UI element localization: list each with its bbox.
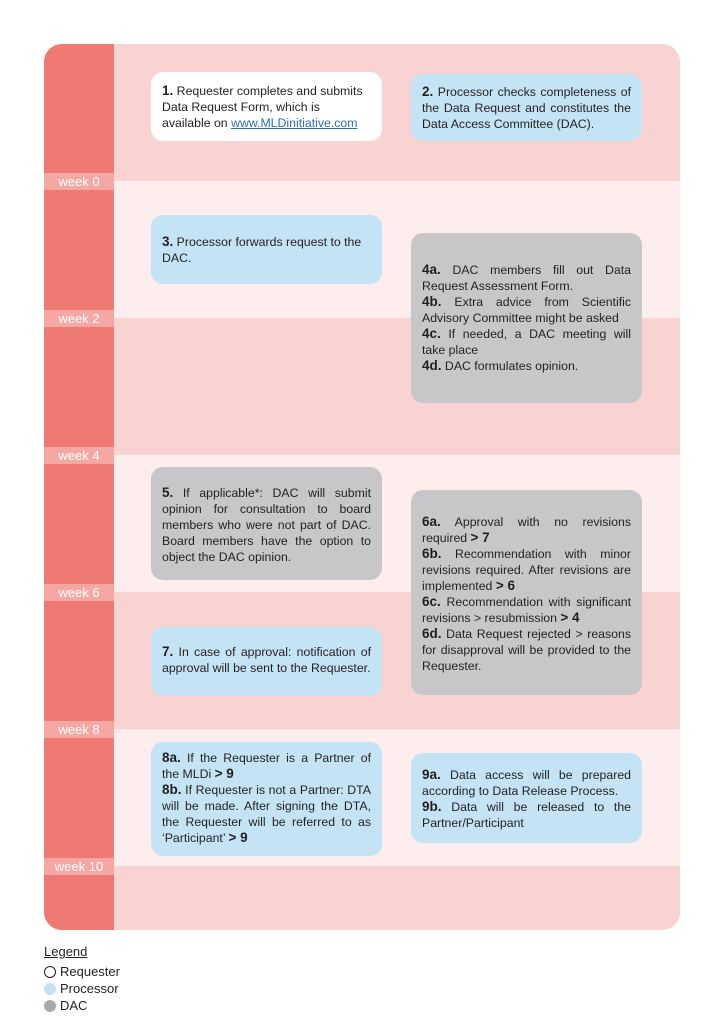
legend-item-processor — [44, 980, 120, 997]
step-label: 5. — [162, 485, 174, 500]
week-sidebar — [44, 44, 114, 930]
step-label: 9b. — [422, 799, 442, 814]
week-label: week 6 — [44, 584, 114, 601]
step-3-box — [151, 215, 382, 284]
step-text: Recommendation with minor revisions required. After revisions are implemented — [422, 547, 631, 593]
step-text: Data access will be prepared according to Data Release Process. — [422, 768, 631, 798]
step-8-box — [151, 742, 382, 856]
step-label: 1. — [162, 83, 174, 98]
processor-circle-icon — [44, 983, 56, 995]
step-9-box — [411, 753, 642, 843]
week-label: week 2 — [44, 310, 114, 327]
step-text: Requester completes and submits Data Request Form, which is available on — [162, 84, 363, 130]
step-label: 4a. — [422, 262, 441, 277]
step-text: DAC formulates opinion. — [441, 359, 579, 373]
week-label: week 4 — [44, 447, 114, 464]
step-5-box — [151, 467, 382, 580]
step-text: Data Request rejected > reasons for disapproval will be provided to the Requester. — [422, 627, 631, 673]
mldi-website-link[interactable]: www.MLDinitiative.com — [231, 116, 358, 130]
step-text: Extra advice from Scientific Advisory Committee might be asked — [422, 295, 631, 325]
legend-label: DAC — [60, 998, 88, 1013]
step-label: 9a. — [422, 767, 441, 782]
step-text: In case of approval: notification of approval will be sent to the Requester. — [162, 645, 371, 675]
step-target: > 6 — [495, 578, 515, 593]
step-target: > 7 — [470, 530, 490, 545]
step-7-box — [151, 627, 382, 696]
step-label: 3. — [162, 234, 174, 249]
step-text: Approval with no revisions required — [422, 515, 631, 545]
step-6-box — [411, 490, 642, 695]
band-6 — [44, 866, 680, 930]
step-text: If needed, a DAC meeting will take place — [422, 327, 631, 357]
step-label: 4c. — [422, 326, 441, 341]
step-text: If Requester is not a Partner: DTA will be made. After signing the DTA, the Requester will be referred to as ‘Participant’ — [162, 783, 371, 845]
legend — [44, 944, 120, 1014]
step-text: Recommendation with significant revisions > resubmission — [422, 595, 631, 625]
legend-label: Requester — [60, 964, 120, 979]
week-label: week 10 — [44, 858, 114, 875]
step-label: 2. — [422, 84, 434, 99]
step-text: If the Requester is a Partner of the MLDi — [162, 751, 371, 781]
step-label: 8b. — [162, 782, 182, 797]
step-label: 7. — [162, 644, 174, 659]
step-target: > 4 — [560, 610, 580, 625]
step-text: Processor checks completeness of the Data Request and constitutes the Data Access Committee (DAC). — [422, 85, 631, 131]
week-label: week 0 — [44, 173, 114, 190]
step-text: Processor forwards request to the DAC. — [162, 235, 362, 265]
step-2-box — [411, 74, 642, 141]
step-label: 6a. — [422, 514, 441, 529]
week-label: week 8 — [44, 721, 114, 738]
step-label: 6c. — [422, 594, 441, 609]
step-text: DAC members fill out Data Request Assessment Form. — [422, 263, 631, 293]
step-label: 4b. — [422, 294, 442, 309]
step-label: 6d. — [422, 626, 442, 641]
step-label: 8a. — [162, 750, 181, 765]
step-4-box — [411, 233, 642, 403]
step-1-box — [151, 72, 382, 141]
legend-item-dac — [44, 997, 120, 1014]
step-text: Data will be released to the Partner/Participant — [422, 800, 631, 830]
step-target: > 9 — [214, 766, 234, 781]
step-text: If applicable*: DAC will submit opinion for consultation to board members who were not part of DAC. Board members have the option to object the DAC opinion. — [162, 486, 371, 564]
legend-label: Processor — [60, 981, 119, 996]
timeline-frame — [44, 44, 680, 930]
legend-item-requester — [44, 963, 120, 980]
step-label: 4d. — [422, 358, 442, 373]
requester-circle-icon — [44, 966, 56, 978]
legend-title: Legend — [44, 944, 88, 959]
step-label: 6b. — [422, 546, 442, 561]
step-target: > 9 — [228, 830, 248, 845]
dac-circle-icon — [44, 1000, 56, 1012]
